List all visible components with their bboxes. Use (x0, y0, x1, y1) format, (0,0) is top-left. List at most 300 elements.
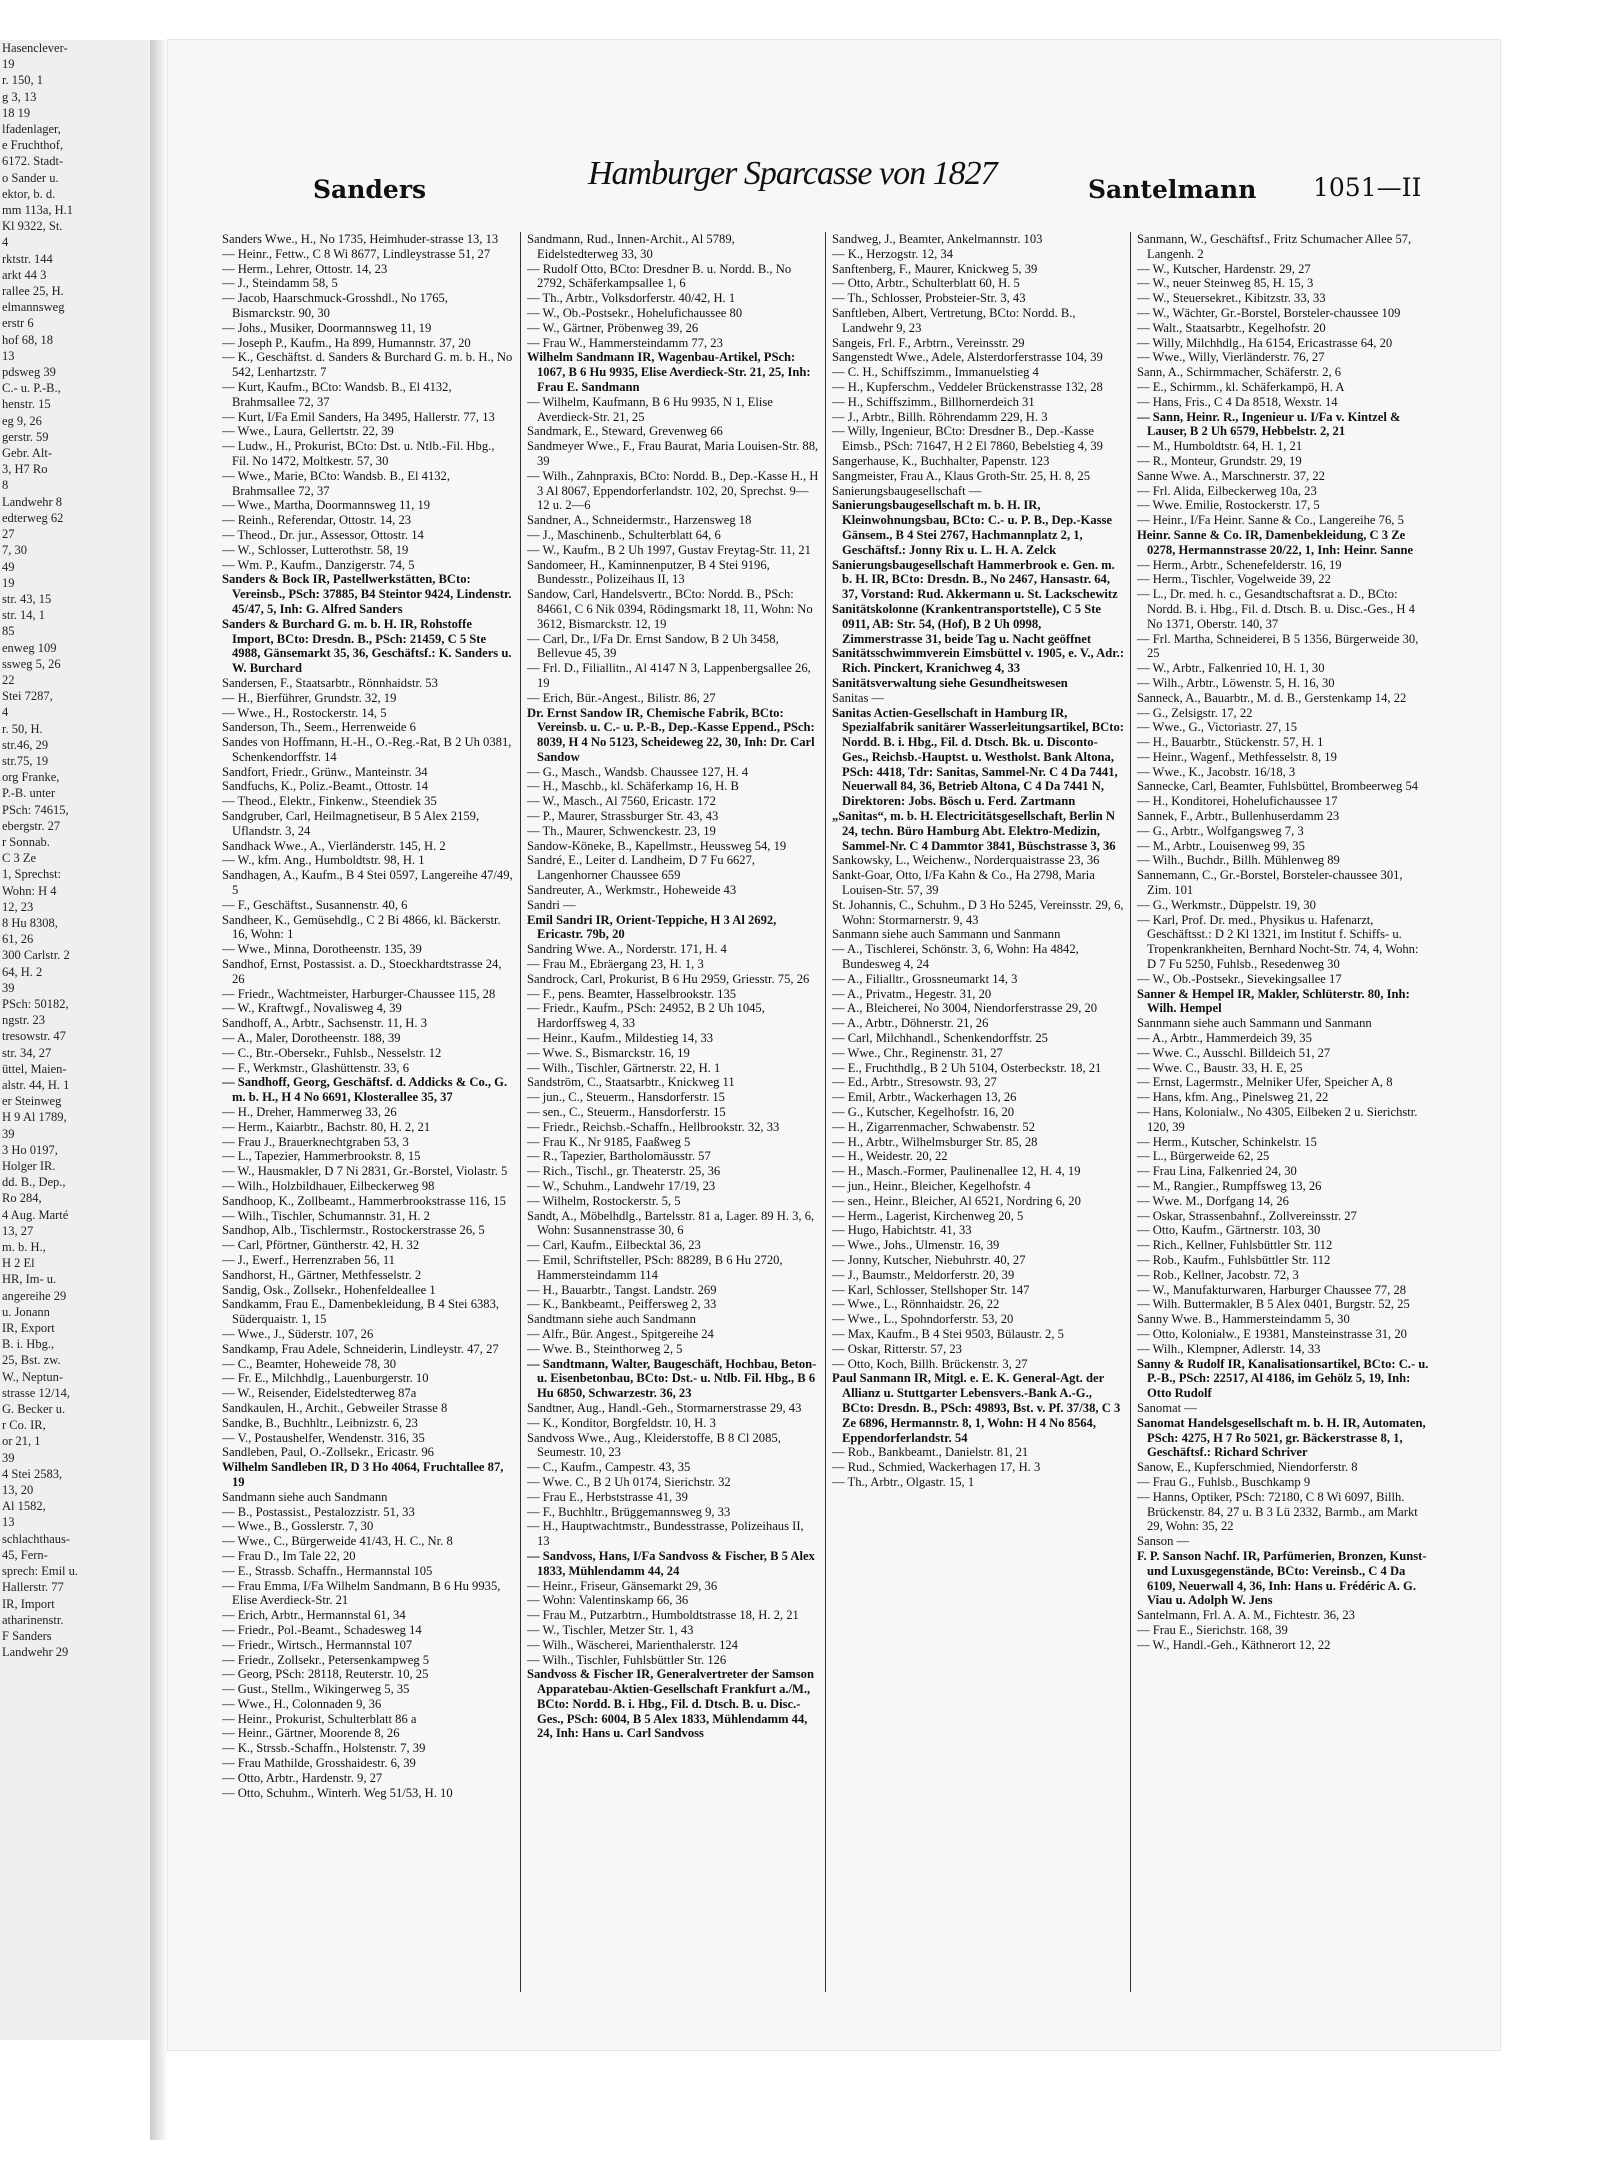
left-page-line: HR, Im- u. (2, 1272, 57, 1287)
directory-entry: Sangenstedt Wwe., Adele, Alsterdorferstrasse 104, 39 (832, 350, 1103, 365)
directory-entry: — Wilhelm, Kaufmann, B 6 Hu 9935, N 1, Elise Averdieck-Str. 21, 25 (527, 394, 773, 424)
left-page-line: Stei 7287, (2, 689, 53, 704)
directory-entry: — Emil, Arbtr., Wackerhagen 13, 26 (832, 1090, 1017, 1105)
directory-entry: — F., Buchhltr., Brüggemannsweg 9, 33 (527, 1504, 731, 1519)
left-page-line: ebergstr. 27 (2, 818, 61, 833)
directory-entry: — W., neuer Steinweg 85, H. 15, 3 (1137, 276, 1314, 291)
left-page-line: erstr 6 (2, 316, 34, 331)
directory-entry: — Heinr., Prokurist, Schulterblatt 86 a (222, 1711, 417, 1726)
directory-entry: — Wwe., K., Jacobstr. 16/18, 3 (1137, 764, 1296, 779)
directory-entry: Sandhof, Ernst, Postassist. a. D., Stoeckhardtstrasse 24, 26 (222, 957, 502, 986)
directory-entry: Sanders & Bock IR, Pastellwerkstätten, BCto: Vereinsb., PSch: 37885, B4 Steintor 9424, Lindenstr. 45/47, 5, Inh: G. Alfred Sanders (222, 572, 512, 616)
left-page-line: W., Neptun- (2, 1369, 63, 1384)
left-page-line: F Sanders (2, 1628, 52, 1643)
directory-entry: — W., Reisender, Eidelstedterweg 87a (222, 1386, 417, 1401)
left-page-line: PSch: 50182, (2, 996, 69, 1011)
left-page-line: alstr. 44, H. 1 (2, 1078, 70, 1092)
directory-entry: — W., Kraftwgf., Novalisweg 4, 39 (222, 1001, 402, 1016)
directory-entry: — H., Dreher, Hammerweg 33, 26 (222, 1105, 397, 1120)
directory-entry: Sandmann, Rud., Innen-Archit., Al 5789, Eidelstedterweg 33, 30 (527, 232, 735, 261)
directory-entry: — A., Arbtr., Döhnerstr. 21, 26 (832, 1016, 989, 1031)
directory-entry: F. P. Sanson Nachf. IR, Parfümerien, Bronzen, Kunst- und Luxusgegenstände, BCto: Vereinsb., C 4 Da 6109, Neuerwall 4, 36, Inh: Hans u. Frédéric A. G. Viau u. Adolph W. Jens (1137, 1548, 1427, 1608)
directory-entry: Sandmeyer Wwe., F., Frau Baurat, Maria Louisen-Str. 88, 39 (527, 439, 819, 468)
directory-entry: Sandré, E., Leiter d. Landheim, D 7 Fu 6627, Langenhorner Chaussee 659 (527, 853, 756, 883)
directory-entry: — H., Bauarbtr., Stückenstr. 57, H. 1 (1137, 735, 1324, 750)
directory-entry: — Ludw., H., Prokurist, BCto: Dst. u. Ntlb.-Fil. Hbg., Fil. No 1472, Moltkestr. 57, 30 (222, 439, 495, 468)
left-page-line: ektor, b. d. (2, 186, 56, 201)
directory-entry: — Rob., Kellner, Jacobstr. 72, 3 (1137, 1267, 1299, 1282)
left-page-line: H 9 Al 1789, (2, 1110, 67, 1125)
directory-entry: — Herm., Lagerist, Kirchenweg 20, 5 (832, 1208, 1024, 1223)
directory-entry: — Heinr., Fettw., C 8 Wi 8677, Lindleystrasse 51, 27 (222, 246, 491, 261)
left-page-line: mm 113a, H.1 (2, 203, 74, 218)
directory-entry: — W., Ob.-Postsekr., Sievekingsallee 17 (1137, 971, 1342, 986)
left-page-line: edterweg 62 (2, 510, 64, 525)
directory-entry: Sanders & Burchard G. m. b. H. IR, Rohstoffe Import, BCto: Dresdn. B., PSch: 21459, C 5 Ste 4988, Gänsemarkt 35, 36, Geschäftsf.: K. Sanders u. W. Burchard (222, 616, 512, 676)
left-page-line: 13 (2, 348, 15, 363)
directory-entry: — Wwe. B., Steinthorweg 2, 5 (527, 1341, 683, 1356)
directory-entry: Sandkaulen, H., Archit., Gebweiler Strasse 8 (222, 1400, 448, 1415)
directory-entry: — Georg, PSch: 28118, Reuterstr. 10, 25 (222, 1667, 429, 1682)
directory-entry: — W., Schlosser, Lutterothstr. 58, 19 (222, 542, 409, 557)
directory-entry: — Gust., Stellm., Wikingerweg 5, 35 (222, 1682, 410, 1697)
directory-entry: Sankowsky, L., Weichenw., Norderquaistrasse 23, 36 (832, 853, 1100, 868)
directory-entry: Sanierungsbaugesellschaft m. b. H. IR, Kleinwohnungsbau, BCto: C.- u. P. B., Dep.-Kasse Gänsem., B 4 Stei 2767, Hachmannplatz 2, 1, Geschäftsf.: Jonny Rix u. L. H. A. Zelck (832, 498, 1113, 557)
left-page-line: henstr. 15 (2, 397, 51, 412)
header-left-name: Sanders (313, 175, 427, 204)
directory-entry: — W., Ob.-Postsekr., Hohelufichaussee 80 (527, 305, 743, 320)
directory-entry: — Frl. D., Filiallitn., Al 4147 N 3, Lappenbergsallee 26, 19 (527, 661, 811, 690)
left-page-line: 27 (2, 527, 15, 542)
left-page-line: Wohn: H 4 (2, 883, 57, 898)
left-page-line: 7, 30 (2, 543, 27, 558)
directory-entry: — Wwe. Emilie, Rostockerstr. 17, 5 (1137, 498, 1320, 513)
directory-entry: Sandke, B., Buchhltr., Leibnizstr. 6, 23 (222, 1415, 418, 1430)
left-page-line: sprech: Emil u. (2, 1564, 79, 1579)
directory-entry: — Frau E., Herbststrasse 41, 39 (527, 1489, 688, 1504)
directory-entry: — Frl. Alida, Eilbeckerweg 10a, 23 (1137, 483, 1317, 498)
directory-entry: — sen., Heinr., Bleicher, Al 6521, Nordring 6, 20 (832, 1193, 1081, 1208)
left-page-line: ssweg 5, 26 (2, 656, 61, 671)
column-divider (1130, 232, 1131, 1992)
left-page-line: 4 Aug. Marté (2, 1207, 69, 1222)
directory-entry: — Otto, Kolonialw., E 19381, Mansteinstrasse 31, 20 (1137, 1326, 1407, 1341)
directory-entry: — A., Filialltr., Grossneumarkt 14, 3 (832, 971, 1018, 986)
directory-entry: — Friedr., Pol.-Beamt., Schadesweg 14 (222, 1622, 422, 1637)
directory-entry: — Herm., Lehrer, Ottostr. 14, 23 (222, 261, 388, 276)
directory-entry: — Herm., Kaiarbtr., Bachstr. 80, H. 2, 21 (222, 1119, 431, 1134)
directory-entry: — Sann, Heinr. R., Ingenieur u. I/Fa v. Kintzel & Lauser, B 2 Uh 6579, Hebbelstr. 2, 21 (1137, 409, 1401, 439)
left-page-line: o Sander u. (2, 170, 59, 185)
directory-entry: — Heinr., I/Fa Heinr. Sanne & Co., Langereihe 76, 5 (1137, 513, 1404, 528)
directory-entry: Sandfuchs, K., Poliz.-Beamt., Ottostr. 14 (222, 779, 429, 794)
directory-entry: — Kurt, Kaufm., BCto: Wandsb. B., El 4132, Brahmsallee 72, 37 (222, 379, 452, 409)
left-page-line: e Fruchthof, (2, 138, 64, 153)
left-page-line: 6172. Stadt- (2, 154, 64, 169)
left-page-line: 64, H. 2 (2, 964, 43, 979)
directory-entry: — Herm., Arbtr., Schenefelderstr. 16, 19 (1137, 557, 1342, 572)
directory-entry: — Frl. Martha, Schneiderei, B 5 1356, Bürgerweide 30, 25 (1137, 631, 1419, 661)
left-page-line: 49 (2, 559, 15, 574)
directory-entry: — Hugo, Habichtstr. 41, 33 (832, 1223, 972, 1238)
directory-entry: Sanitätskolonne (Krankentransportstelle), C 5 Ste 0911, AB: Str. 54, (Hof), B 2 Uh 0998, Zimmerstrasse 31, beide Tag u. Nacht geöffnet (832, 601, 1102, 646)
directory-entry: Sanny & Rudolf IR, Kanalisationsartikel, BCto: C.- u. P.-B., PSch: 22517, Al 4186, im Gehölz 5, 19, Inh: Otto Rudolf (1137, 1356, 1429, 1401)
directory-entry: — Frau M., Ebräergang 23, H. 1, 3 (527, 957, 704, 972)
directory-entry: — Heinr., Friseur, Gänsemarkt 29, 36 (527, 1578, 718, 1593)
left-page-line: ngstr. 23 (2, 1013, 46, 1028)
left-page-line: 8 (2, 478, 9, 493)
left-page-line: atharinenstr. (2, 1612, 64, 1627)
column-1 (222, 232, 514, 1992)
directory-entry: Sandgruber, Carl, Heilmagnetiseur, B 5 Alex 2159, Uflandstr. 3, 24 (222, 809, 480, 838)
directory-entry: — Ernst, Lagermstr., Melniker Ufer, Speicher A, 8 (1137, 1075, 1393, 1090)
directory-entry: — Frau D., Im Tale 22, 20 (222, 1548, 356, 1563)
directory-entry: — Carl, Pförtner, Güntherstr. 42, H. 32 (222, 1238, 420, 1253)
directory-entry: Sandleben, Paul, O.-Zollsekr., Ericastr. 96 (222, 1445, 434, 1460)
directory-entry: Sandvoss & Fischer IR, Generalvertreter der Samson Apparatebau-Aktien-Gesellschaft Frankfurt a./M., BCto: Nordd. B. i. Hbg., Fil. d. Dtsch. B. u. Disc.-Ges., PSch: 6004, B 5 Alex 1833, Mühlendamm 44, 24, Inh: Hans u. Carl Sandvoss (527, 1667, 814, 1741)
directory-entry: — Herm., Tischler, Vogelweide 39, 22 (1137, 572, 1331, 587)
directory-entry: — Wwe., G., Victoriastr. 27, 15 (1137, 720, 1298, 735)
left-page-line: 3 Ho 0197, (2, 1142, 58, 1157)
directory-entry: — H., Bierführer, Grundstr. 32, 19 (222, 690, 397, 705)
directory-entry: — Erich, Bür.-Angest., Bilistr. 86, 27 (527, 690, 716, 705)
directory-entry: — Wwe., H., Rostockerstr. 14, 5 (222, 705, 387, 720)
directory-entry: — Otto, Koch, Billh. Brückenstr. 3, 27 (832, 1356, 1028, 1371)
directory-entry: Sandhack Wwe., A., Vierländerstr. 145, H. 2 (222, 838, 446, 853)
directory-entry: — Carl, Milchhandl., Schenkendorffstr. 25 (832, 1031, 1048, 1046)
left-page-line: Hallerstr. 77 (2, 1580, 64, 1595)
directory-entry: Sanneck, A., Bauarbtr., M. d. B., Gerstenkamp 14, 22 (1137, 690, 1407, 705)
directory-entry: — A., Privatm., Hegestr. 31, 20 (832, 986, 992, 1001)
directory-entry: — Fr. E., Milchhdlg., Lauenburgerstr. 10 (222, 1371, 429, 1386)
directory-entry: Sanner & Hempel IR, Makler, Schlüterstr. 80, Inh: Wilh. Hempel (1137, 986, 1410, 1016)
directory-entry: Paul Sanmann IR, Mitgl. e. E. K. General-Agt. der Allianz u. Stuttgarter Lebensvers.-Bank A.-G., BCto: Dresdn. B., PSch: 49893, Bst. v. Pf. 37/38, C 3 Ze 6896, Hermannstr. 8, 1, Wohn: H 4 No 8564, Eppendorferlandstr. 54 (832, 1371, 1121, 1445)
directory-entry: — Wwe., J., Süderstr. 107, 26 (222, 1326, 374, 1341)
directory-entry: — Wwe., C., Bürgerweide 41/43, H. C., Nr. 8 (222, 1534, 453, 1549)
directory-entry: — Wwe., Martha, Doormannsweg 11, 19 (222, 498, 431, 513)
directory-entry: — Erich, Arbtr., Hermannstal 61, 34 (222, 1608, 406, 1623)
directory-entry: — Theod., Elektr., Finkenw., Steendiek 35 (222, 794, 437, 809)
directory-entry: — Wwe., Marie, BCto: Wandsb. B., El 4132, Brahmsallee 72, 37 (222, 468, 450, 498)
directory-entry: Emil Sandri IR, Orient-Teppiche, H 3 Al 2692, Ericastr. 79b, 20 (527, 912, 777, 942)
left-page-line: rallee 25, H. (2, 284, 64, 299)
directory-entry: — H., Weidestr. 20, 22 (832, 1149, 948, 1164)
left-page-line: 1, Sprechst: (2, 867, 62, 882)
directory-entry: — Rich., Tischl., gr. Theaterstr. 25, 36 (527, 1164, 721, 1179)
directory-entry: — R., Monteur, Grundstr. 29, 19 (1137, 453, 1302, 468)
directory-entry: Sann, A., Schirmmacher, Schäferstr. 2, 6 (1137, 365, 1342, 380)
left-page-line: er Steinweg (2, 1094, 62, 1109)
left-page-line: IR, Import (2, 1596, 55, 1611)
directory-entry: Sanierungsbaugesellschaft Hammerbrook e. Gen. m. b. H. IR, BCto: Dresdn. B., No 2467, Hansastr. 64, 37, Vorstand: Rud. Akkermann u. St. Lackschewitz (832, 557, 1118, 602)
left-page-line: r. 150, 1 (2, 73, 43, 88)
left-page-line: 61, 26 (2, 932, 34, 947)
directory-entry: — Wwe. S., Bismarckstr. 16, 19 (527, 1045, 690, 1060)
directory-entry: Sanitätsschwimmverein Eimsbüttel v. 1905, e. V., Adr.: Rich. Pinckert, Kranichweg 4, 33 (832, 646, 1124, 676)
left-page-line: Al 1582, (2, 1499, 46, 1514)
directory-entry: — M., Rangier., Rumpffsweg 13, 26 (1137, 1179, 1322, 1193)
directory-entry: Wilhelm Sandleben IR, D 3 Ho 4064, Fruchtallee 87, 19 (222, 1460, 504, 1489)
directory-entry: — Wilh., Tischler, Fuhlsbüttler Str. 126 (527, 1652, 727, 1667)
directory-entry: — Friedr., Reichsb.-Schaffn., Hellbrookstr. 32, 33 (527, 1119, 780, 1134)
book-binding (150, 40, 168, 2140)
directory-entry: — Herm., Kutscher, Schinkelstr. 15 (1137, 1134, 1317, 1149)
directory-entry: — V., Postaushelfer, Wendenstr. 316, 35 (222, 1430, 425, 1445)
directory-entry: — A., Tischlerei, Schönstr. 3, 6, Wohn: Ha 4842, Bundesweg 4, 24 (832, 942, 1079, 972)
directory-entry: — Wwe., Johs., Ulmenstr. 16, 39 (832, 1238, 1000, 1253)
page-header (168, 115, 1500, 204)
directory-entry: — E., Schirmm., kl. Schäferkampö, H. A (1137, 379, 1345, 394)
directory-entry: — Joseph P., Kaufm., Ha 899, Humannstr. 37, 20 (222, 335, 471, 350)
directory-entry: — G., Masch., Wandsb. Chaussee 127, H. 4 (527, 764, 749, 779)
directory-entry: — jun., Heinr., Bleicher, Kegelhofstr. 4 (832, 1179, 1031, 1193)
directory-entry: — Walt., Staatsarbtr., Kegelhofstr. 20 (1137, 320, 1326, 335)
left-page-line: str. 34, 27 (2, 1045, 52, 1060)
directory-entry: — Frau M., Putzarbtrn., Humboldtstrasse 18, H. 2, 21 (527, 1608, 799, 1623)
column-divider (520, 232, 521, 1992)
directory-entry: — C., Kaufm., Campestr. 43, 35 (527, 1460, 691, 1475)
left-page-line: Kl 9322, St. (2, 219, 63, 234)
directory-entry: Sanne Wwe. A., Marschnerstr. 37, 22 (1137, 468, 1325, 483)
directory-entry: — R., Tapezier, Bartholomäusstr. 57 (527, 1149, 711, 1164)
left-page-line: Holger IR. (2, 1159, 56, 1174)
directory-entry: — Otto, Arbtr., Hardenstr. 9, 27 (222, 1770, 383, 1785)
directory-entry: Sanftenberg, F., Maurer, Knickweg 5, 39 (832, 261, 1038, 276)
directory-entry: — Hans, kfm. Ang., Pinelsweg 21, 22 (1137, 1090, 1329, 1105)
directory-entry: — C. H., Schiffszimm., Immanuelstieg 4 (832, 365, 1039, 380)
directory-entry: — Frau K., Nr 9185, Faaßweg 5 (527, 1134, 691, 1149)
left-page-line: 39 (2, 1450, 15, 1465)
directory-entry: — W., Kaufm., B 2 Uh 1997, Gustav Freytag-Str. 11, 21 (527, 542, 811, 557)
directory-entry: — Karl, Schlosser, Stellshoper Str. 147 (832, 1282, 1030, 1297)
directory-entry: — G., Arbtr., Wolfgangsweg 7, 3 (1137, 823, 1304, 838)
directory-entry: — J., Baumstr., Meldorferstr. 20, 39 (832, 1267, 1015, 1282)
directory-entry: Sanders Wwe., H., No 1735, Heimhuder-strasse 13, 13 (222, 232, 499, 246)
directory-entry: Sanitas Actien-Gesellschaft in Hamburg IR, Spezialfabrik sanitärer Wasserleitungsartikel, BCto: Nordd. B. i. Hbg., Fil. d. Dtsch. Bk. u. Disconto-Ges., Reichsb.-Hauptst. u. Westholst. Bank Altona, PSch: 4418, Tdr: Sanitas, Sammel-Nr. C 4 Da 7441, Neuerwall 84, 36, Betrieb Altona, C 4 Da 7441 N, Direktoren: Jobs. Bösch u. Ferd. Zartmann (832, 705, 1124, 809)
directory-entry: Sandtmann siehe auch Sandmann (527, 1312, 696, 1327)
directory-entry: Sandhoop, K., Zollbeamt., Hammerbrookstrasse 116, 15 (222, 1193, 506, 1208)
directory-entry: Sandhagen, A., Kaufm., B 4 Stei 0597, Langereihe 47/49, 5 (222, 868, 513, 898)
left-page-line: P.-B. unter (2, 786, 56, 801)
left-page-line: r Co. IR, (2, 1418, 46, 1433)
header-right-name: Santelmann (1088, 175, 1257, 204)
left-page-line: 3, H7 Ro (2, 462, 48, 477)
directory-entry: — F., Geschäftst., Susannenstr. 40, 6 (222, 897, 408, 912)
directory-entry: — Jonny, Kutscher, Niebuhrstr. 40, 27 (832, 1252, 1026, 1267)
directory-entry: Sanitätsverwaltung siehe Gesundheitswesen (832, 675, 1068, 690)
directory-entry: — W., Steuersekret., Kibitzstr. 33, 33 (1137, 291, 1326, 306)
directory-entry: — Wwe. C., Ausschl. Billdeich 51, 27 (1137, 1045, 1331, 1060)
directory-entry: Sandtner, Aug., Handl.-Geh., Stormarnerstrasse 29, 43 (527, 1400, 802, 1415)
directory-entry: — E., Strassb. Schaffn., Hermannstal 105 (222, 1563, 433, 1578)
left-page-line: str. 43, 15 (2, 591, 52, 606)
directory-entry: Sankt-Goar, Otto, I/Fa Kahn & Co., Ha 2798, Maria Louisen-Str. 57, 39 (832, 868, 1095, 898)
directory-entry: — Frau Lina, Falkenried 24, 30 (1137, 1164, 1297, 1179)
left-page-line: str.46, 29 (2, 737, 49, 752)
directory-entry: — Max, Kaufm., B 4 Stei 9503, Bülaustr. 2, 5 (832, 1326, 1064, 1341)
directory-entry: — E., Fruchthdlg., B 2 Uh 5104, Osterbeckstr. 18, 21 (832, 1060, 1102, 1075)
directory-entry: — Otto, Schuhm., Winterh. Weg 51/53, H. 10 (222, 1785, 453, 1800)
directory-entry: — Wilh., Arbtr., Löwenstr. 5, H. 16, 30 (1137, 675, 1335, 690)
directory-entry: — Th., Arbtr., Volksdorferstr. 40/42, H. 1 (527, 291, 736, 306)
directory-entry: — M., Humboldtstr. 64, H. 1, 21 (1137, 439, 1303, 454)
left-page-line: eg 9, 26 (2, 413, 42, 428)
directory-entry: — Friedr., Zollsekr., Petersenkampweg 5 (222, 1652, 430, 1667)
left-page-line: r Sonnab. (2, 834, 50, 849)
directory-entry: — Jacob, Haarschmuck-Grosshdl., No 1765, Bismarckstr. 90, 30 (222, 291, 448, 320)
directory-entry: Sanow, E., Kupferschmied, Niendorferstr. 8 (1137, 1460, 1358, 1475)
directory-entry: — B., Postassist., Pestalozzistr. 51, 33 (222, 1504, 415, 1519)
directory-entry: — Wwe. C., B 2 Uh 0174, Sierichstr. 32 (527, 1474, 731, 1489)
directory-entry: — Willy, Ingenieur, BCto: Dresdner B., Dep.-Kasse Eimsb., PSch: 71647, H 2 El 7860, Bebelstieg 4, 39 (832, 424, 1103, 454)
directory-entry: — Wwe., L., Rönnhaidstr. 26, 22 (832, 1297, 1000, 1312)
directory-entry: — Wm. P., Kaufm., Danzigerstr. 74, 5 (222, 557, 415, 572)
directory-entry: Sandhop, Alb., Tischlermstr., Rostockerstrasse 26, 5 (222, 1223, 485, 1238)
directory-entry: — Wwe., Minna, Dorotheenstr. 135, 39 (222, 942, 422, 957)
directory-entry: Sandring Wwe. A., Norderstr. 171, H. 4 (527, 942, 727, 957)
column-2 (527, 232, 819, 1992)
directory-entry: — C., Beamter, Hoheweide 78, 30 (222, 1356, 397, 1371)
directory-entry: — Hans, Fris., C 4 Da 8518, Wexstr. 14 (1137, 394, 1338, 409)
directory-entry: — Heinr., Kaufm., Mildestieg 14, 33 (527, 1031, 714, 1046)
directory-entry: — H., Konditorei, Hohelufichaussee 17 (1137, 794, 1338, 809)
directory-entry: — Th., Maurer, Schwenckestr. 23, 19 (527, 823, 716, 838)
left-page-line: Hasenclever- (2, 41, 68, 55)
directory-entry: — Oskar, Ritterstr. 57, 23 (832, 1341, 962, 1356)
directory-entry: — Johs., Musiker, Doormannsweg 11, 19 (222, 320, 432, 335)
directory-entry: Sanderson, Th., Seem., Herrenweide 6 (222, 720, 416, 735)
directory-entry: — Wwe., H., Colonnaden 9, 36 (222, 1696, 382, 1711)
directory-entry: — J., Steindamm 58, 5 (222, 276, 338, 291)
directory-entry: Sanmann siehe auch Sammann und Sanmann (832, 927, 1061, 942)
directory-entry: — Carl, Kaufm., Eilbecktal 36, 23 (527, 1238, 701, 1253)
left-page-line: 19 (2, 57, 15, 72)
directory-entry: — Heinr., Gärtner, Moorende 8, 26 (222, 1726, 400, 1741)
directory-entry: — Alfr., Bür. Angest., Spitgereihe 24 (527, 1326, 714, 1341)
directory-entry: — W., Hausmakler, D 7 Ni 2831, Gr.-Borstel, Violastr. 5 (222, 1164, 508, 1179)
directory-entry: Sanson — (1137, 1534, 1190, 1549)
directory-entry: Sandström, C., Staatsarbtr., Knickweg 11 (527, 1075, 735, 1090)
left-page-line: B. i. Hbg., (2, 1337, 55, 1352)
directory-entry: — Wilhelm, Rostockerstr. 5, 5 (527, 1193, 681, 1208)
left-page-line: 300 Carlstr. 2 (2, 948, 70, 963)
directory-entry: — Wwe., L., Spohndorferstr. 53, 20 (832, 1312, 1014, 1327)
directory-entry: Sandhorst, H., Gärtner, Methfesselstr. 2 (222, 1267, 422, 1282)
directory-entry: — H., Kupferschm., Veddeler Brückenstrasse 132, 28 (832, 379, 1103, 394)
column-3 (832, 232, 1124, 1992)
left-page-line: angereihe 29 (2, 1288, 67, 1303)
directory-entry: Sandner, A., Schneidermstr., Harzensweg 18 (527, 513, 752, 528)
left-page-line: C 3 Ze (2, 851, 37, 866)
directory-entry: — W., kfm. Ang., Humboldtstr. 98, H. 1 (222, 853, 425, 868)
directory-entry: Sandreuter, A., Werkmstr., Hoheweide 43 (527, 883, 737, 898)
directory-entry: — Th., Schlosser, Probsteier-Str. 3, 43 (832, 291, 1026, 306)
directory-entry: — Sandhoff, Georg, Geschäftsf. d. Addicks & Co., G. m. b. H., H 4 No 6691, Klosterallee 35, 37 (222, 1075, 508, 1105)
directory-entry: — W., Kutscher, Hardenstr. 29, 27 (1137, 261, 1311, 276)
directory-entry: Sandow, Carl, Handelsvertr., BCto: Nordd. B., PSch: 84661, C 6 Nik 0394, Rödingsmarkt 18, 11, Wohn: No 3612, Bismarckstr. 12, 19 (527, 587, 813, 631)
directory-entry: — Frau J., Brauerknechtgraben 53, 3 (222, 1134, 409, 1149)
directory-entry: — H., Arbtr., Wilhelmsburger Str. 85, 28 (832, 1134, 1038, 1149)
directory-entry: — F., pens. Beamter, Hasselbrookstr. 135 (527, 986, 737, 1001)
left-page-line: u. Jonann (2, 1304, 50, 1319)
directory-entry: Sannecke, Carl, Beamter, Fuhlsbüttel, Brombeerweg 54 (1137, 779, 1419, 794)
left-page-line: lfadenlager, (2, 122, 61, 137)
directory-entry: Sangmeister, Frau A., Klaus Groth-Str. 25, H. 8, 25 (832, 468, 1090, 483)
left-page-line: m. b. H., (2, 1240, 46, 1255)
directory-entry: — C., Btr.-Obersekr., Fuhlsb., Nesselstr. 12 (222, 1045, 442, 1060)
directory-entry: — Frau E., Sierichstr. 168, 39 (1137, 1622, 1288, 1637)
left-page-line: 22 (2, 672, 15, 687)
directory-entry: — A., Arbtr., Hammerdeich 39, 35 (1137, 1031, 1312, 1046)
directory-entry: — W., Schuhm., Landwehr 17/19, 23 (527, 1179, 716, 1193)
directory-entry: Heinr. Sanne & Co. IR, Damenbekleidung, C 3 Ze 0278, Hermannstrasse 20/22, 1, Inh: Heinr. Sanne (1137, 527, 1414, 557)
left-page-line: IR, Export (2, 1321, 55, 1336)
directory-entry: Sanitas — (832, 690, 885, 705)
directory-entry: — Wilh., Zahnpraxis, BCto: Nordd. B., Dep.-Kasse H., H 3 Al 8067, Eppendorferlandstr. 102, 20, Sprechst. 9—12 u. 2—6 (527, 468, 819, 513)
directory-entry: Sandes von Hoffmann, H.-H., O.-Reg.-Rat, B 2 Uh 0381, Schenkendorffstr. 14 (222, 735, 512, 764)
directory-entry: — H., Maschb., kl. Schäferkamp 16, H. B (527, 779, 739, 794)
left-page-line: 13, 20 (2, 1483, 34, 1498)
directory-entry: — Hanns, Optiker, PSch: 72180, C 8 Wi 6097, Billh. Brückenstr. 84, 27 u. B 3 Lü 2332, Barmb., am Markt 29, Wohn: 35, 22 (1137, 1489, 1418, 1534)
left-page-line: strasse 12/14, (2, 1385, 71, 1400)
directory-entry: — G., Werkmstr., Düppelstr. 19, 30 (1137, 897, 1316, 912)
left-page-line: str. 14, 1 (2, 608, 46, 623)
directory-entry: St. Johannis, C., Schuhm., D 3 Ho 5245, Vereinsstr. 29, 6, Wohn: Stormarnerstr. 9, 43 (832, 897, 1124, 927)
directory-entry: — Wilh., Holzbildhauer, Eilbeckerweg 98 (222, 1179, 435, 1193)
directory-entry: — Wwe., Willy, Vierländerstr. 76, 27 (1137, 350, 1325, 365)
directory-entry: — Friedr., Wachtmeister, Harburger-Chaussee 115, 28 (222, 986, 496, 1001)
directory-entry: Sandomeer, H., Kaminnenputzer, B 4 Stei 9196, Bundesstr., Polizeihaus II, 13 (527, 557, 770, 587)
directory-entry: Sandweg, J., Beamter, Ankelmannstr. 103 (832, 232, 1043, 246)
directory-entry: Sannmann siehe auch Sammann und Sanmann (1137, 1016, 1372, 1031)
directory-entry: Sanftleben, Albert, Vertretung, BCto: Nordd. B., Landwehr 9, 23 (832, 305, 1076, 335)
directory-entry: „Sanitas“, m. b. H. Electricitätsgesellschaft, Berlin N 24, techn. Büro Hamburg Abt. Elektro-Medizin, Sammel-Nr. C 4 Dammtor 3841, Büschstrasse 3, 36 (832, 809, 1116, 853)
directory-entry: — W., Tischler, Metzer Str. 1, 43 (527, 1622, 694, 1637)
directory-entry: Wilhelm Sandmann IR, Wagenbau-Artikel, PSch: 1067, B 6 Hu 9935, Elise Averdieck-Str. 21, 25, Inh: Frau E. Sandmann (527, 350, 811, 394)
directory-entry: Sangeis, Frl. F., Arbtrn., Vereinsstr. 29 (832, 335, 1025, 350)
directory-entry: — K., Konditor, Borgfeldstr. 10, H. 3 (527, 1415, 716, 1430)
directory-entry: — M., Arbtr., Louisenweg 99, 35 (1137, 838, 1305, 853)
directory-entry: Sandkamp, Frau Adele, Schneiderin, Lindleystr. 47, 27 (222, 1341, 499, 1356)
directory-entry: — Friedr., Wirtsch., Hermannstal 107 (222, 1637, 413, 1652)
directory-entry: — sen., C., Steuerm., Hansdorferstr. 15 (527, 1105, 726, 1120)
directory-entry: Sandrock, Carl, Prokurist, B 6 Hu 2959, Griesstr. 75, 26 (527, 971, 810, 986)
directory-entry: — Wilh., Wäscherei, Marienthalerstr. 124 (527, 1637, 738, 1652)
directory-entry: — Karl, Prof. Dr. med., Physikus u. Hafenarzt, Geschäftsst.: D 2 Kl 1321, im Institut f. Schiffs- u. Tropenkrankheiten, Bernhard Nocht-Str. 74, 4, Wohn: D 7 Fu 5250, Fuhlsb., Resedenweg 30 (1137, 912, 1419, 972)
directory-entry: — G., Zelsigstr. 17, 22 (1137, 705, 1253, 720)
left-page-line: 8 Hu 8308, (2, 915, 58, 930)
left-page-line: enweg 109 (2, 640, 57, 655)
left-page-line: Landwehr 8 (2, 494, 63, 509)
left-page-line: or 21, 1 (2, 1434, 41, 1449)
directory-entry: — Wilh., Klempner, Adlerstr. 14, 33 (1137, 1341, 1321, 1356)
directory-entry: — Wwe., Chr., Reginenstr. 31, 27 (832, 1045, 1003, 1060)
directory-entry: — Wilh., Tischler, Gärtnerstr. 22, H. 1 (527, 1060, 721, 1075)
directory-entry: — Rudolf Otto, BCto: Dresdner B. u. Nordd. B., No 2792, Schäferkampsallee 1, 6 (527, 261, 792, 291)
directory-entry: — Wohn: Valentinskamp 66, 36 (527, 1593, 689, 1608)
directory-entry: Sandersen, F., Staatsarbtr., Rönnhaidstr. 53 (222, 675, 438, 690)
left-page-line: dd. B., Dep., (2, 1175, 66, 1190)
directory-entry: — J., Maschinenb., Schulterblatt 64, 6 (527, 527, 721, 542)
directory-entry: — Wwe., B., Gosslerstr. 7, 30 (222, 1519, 374, 1534)
directory-entry: — Sandtmann, Walter, Baugeschäft, Hochbau, Beton- u. Eisenbetonbau, BCto: Dst.- u. Ntlb. Fil. Hbg., B 6 Hu 6850, Schwarzestr. 36, 23 (527, 1356, 817, 1401)
directory-entry: Sandkamm, Frau E., Damenbekleidung, B 4 Stei 6383, Süderquaistr. 1, 15 (222, 1297, 500, 1327)
directory-entry: Sannemann, C., Gr.-Borstel, Borsteler-chaussee 301, Zim. 101 (1137, 868, 1403, 898)
left-page-line: str.75, 19 (2, 753, 49, 768)
left-page-line: 39 (2, 1126, 15, 1141)
directory-entry: — Wilh. Buttermakler, B 5 Alex 0401, Burgstr. 52, 25 (1137, 1297, 1410, 1312)
left-page-line: 39 (2, 980, 15, 995)
